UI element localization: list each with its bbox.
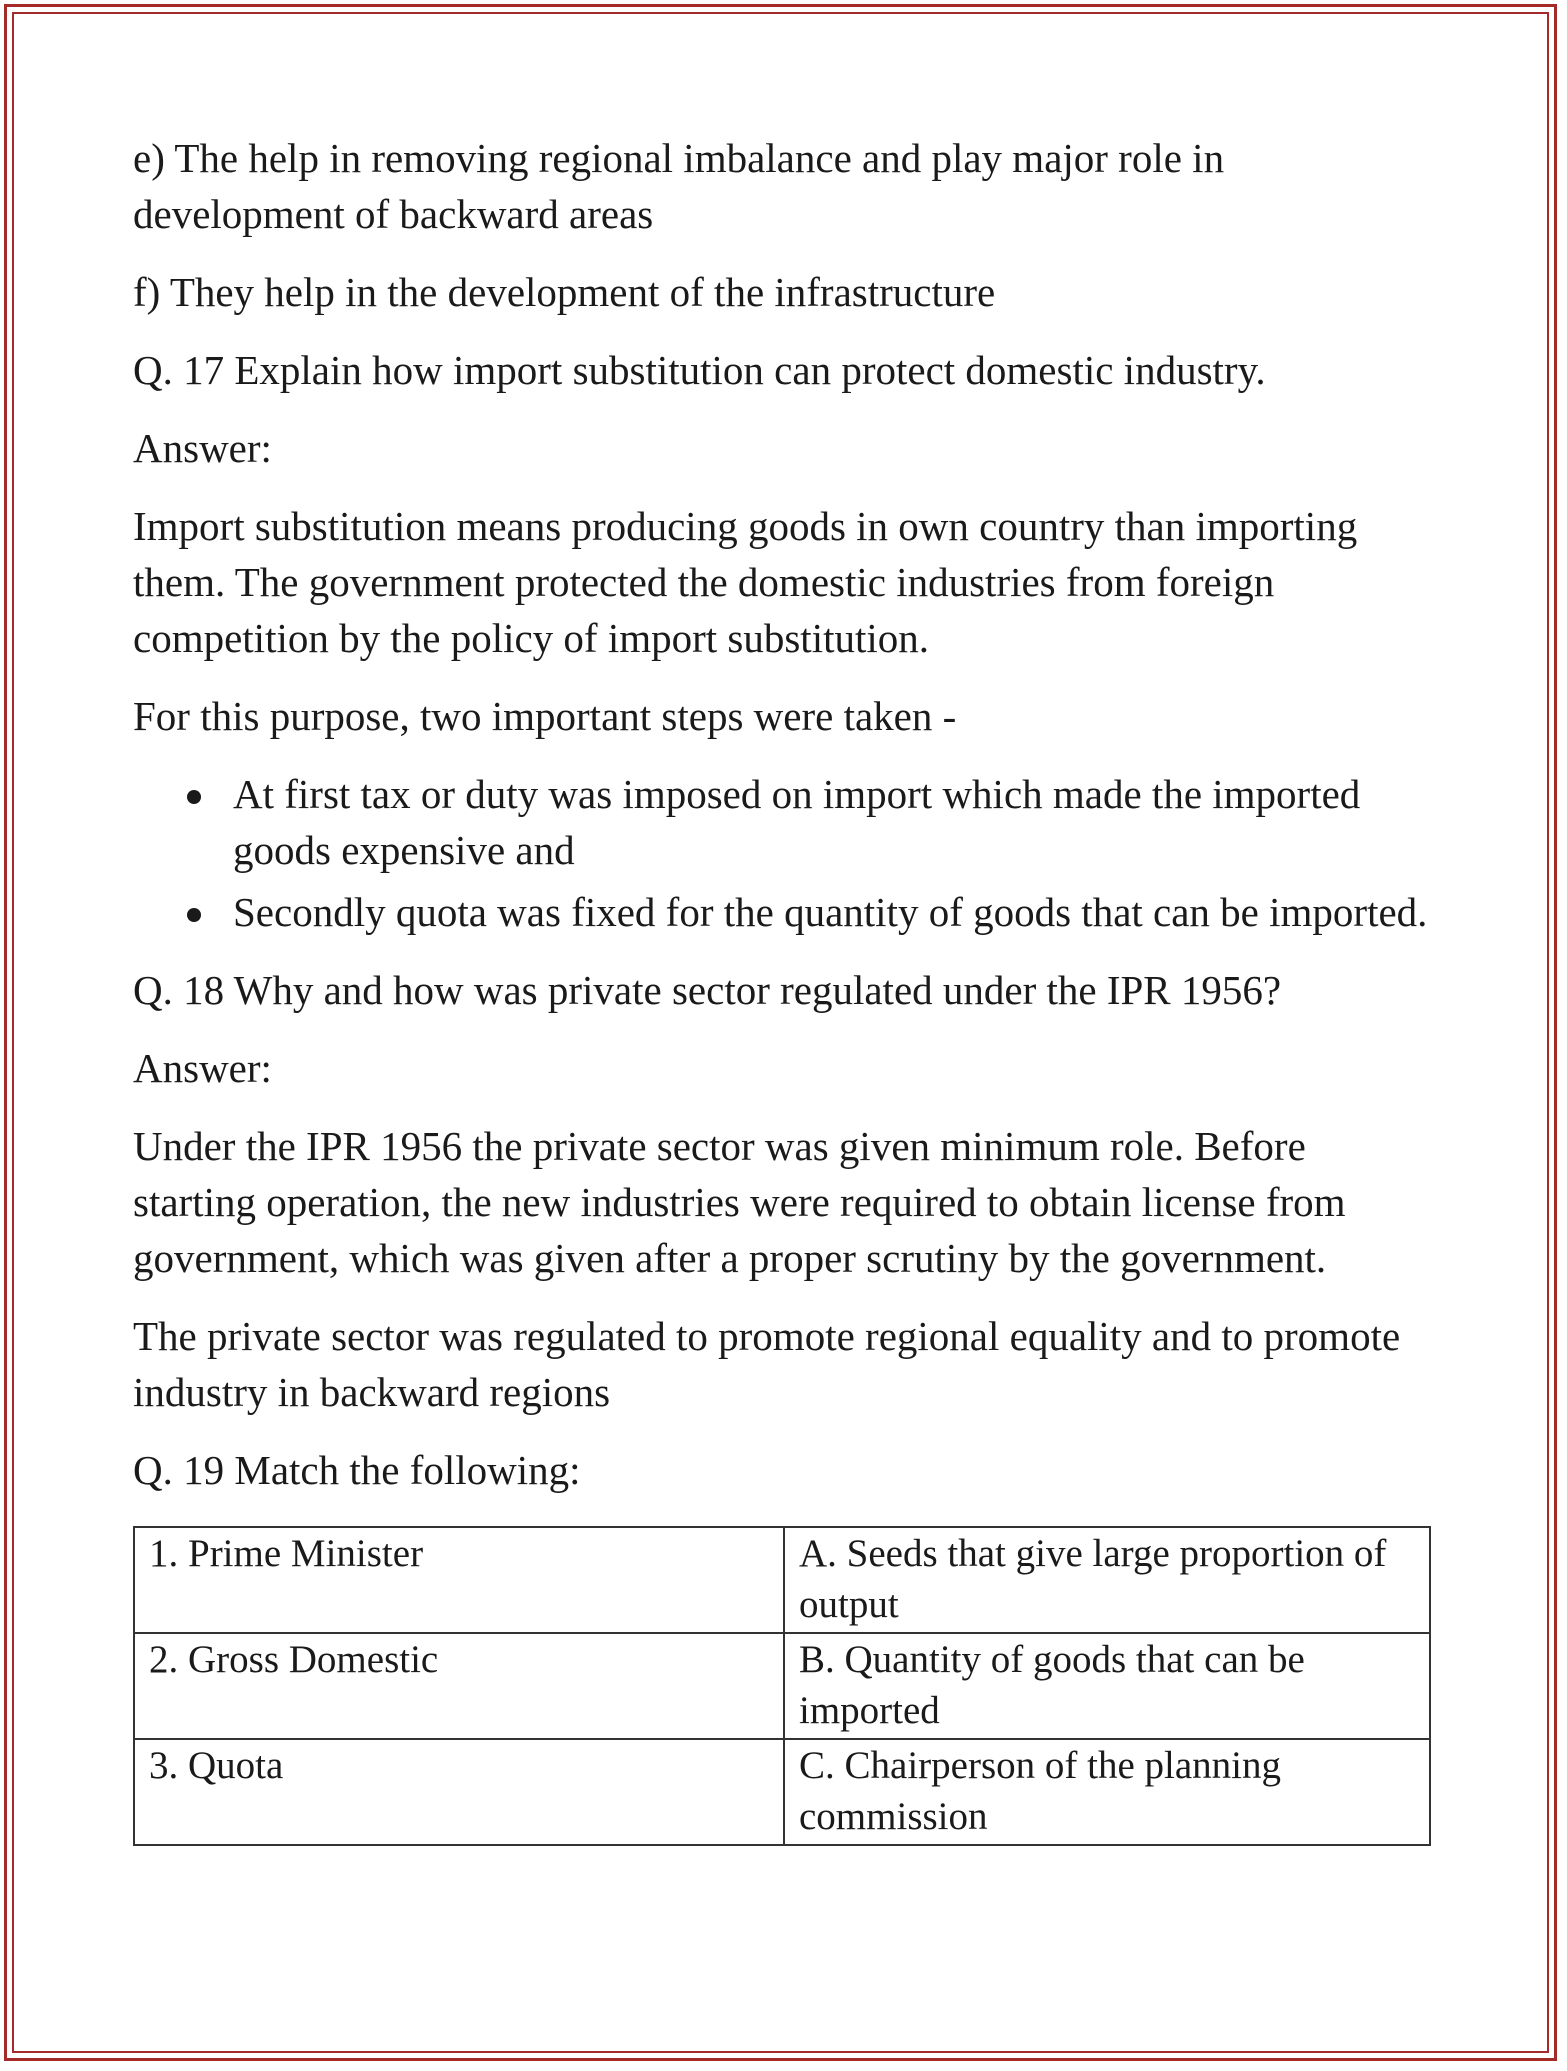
- list-item: [133, 884, 1438, 940]
- question-17: Q. 17 Explain how import substitution can protect domestic industry.: [133, 347, 1266, 393]
- answer-label: Answer:: [133, 425, 272, 471]
- table-row: [134, 1739, 1430, 1845]
- table-cell-right: B. Quantity of goods that can be imported: [784, 1633, 1430, 1739]
- steps-intro: For this purpose, two important steps were taken -: [133, 693, 957, 739]
- table-cell-right: C. Chairperson of the planning commission: [784, 1739, 1430, 1845]
- list-item-text: At first tax or duty was imposed on import which made the imported goods expensive and: [233, 771, 1361, 873]
- table-cell-left: 3. Quota: [134, 1739, 784, 1845]
- table-cell-left: 1. Prime Minister: [134, 1527, 784, 1633]
- list-item: [133, 766, 1438, 878]
- answer-17-text: Import substitution means producing goods in own country than importing them. The government protected the domestic industries from foreign competition by the policy of import substitution.: [133, 503, 1358, 661]
- answer-18-text-2: The private sector was regulated to promote regional equality and to promote industry in backward regions: [133, 1313, 1401, 1415]
- point-f: f) They help in the development of the infrastructure: [133, 269, 996, 315]
- table-row: [134, 1527, 1430, 1633]
- bullet-icon: [187, 908, 201, 922]
- answer-label: Answer:: [133, 1045, 272, 1091]
- list-item-text: Secondly quota was fixed for the quantity of goods that can be imported.: [233, 889, 1428, 935]
- answer-18-text: Under the IPR 1956 the private sector was given minimum role. Before starting operation, the new industries were required to obtain license from government, which was given after a proper scrutiny by the government.: [133, 1123, 1346, 1281]
- bullet-icon: [187, 790, 201, 804]
- match-table: [133, 1526, 1431, 1846]
- table-cell-right: A. Seeds that give large proportion of output: [784, 1527, 1430, 1633]
- steps-list: [133, 766, 1438, 940]
- point-e: e) The help in removing regional imbalance and play major role in development of backward areas: [133, 135, 1225, 237]
- question-19: Q. 19 Match the following:: [133, 1447, 581, 1493]
- document-body: [133, 130, 1438, 1846]
- question-18: Q. 18 Why and how was private sector regulated under the IPR 1956?: [133, 967, 1282, 1013]
- table-row: [134, 1633, 1430, 1739]
- table-cell-left: 2. Gross Domestic: [134, 1633, 784, 1739]
